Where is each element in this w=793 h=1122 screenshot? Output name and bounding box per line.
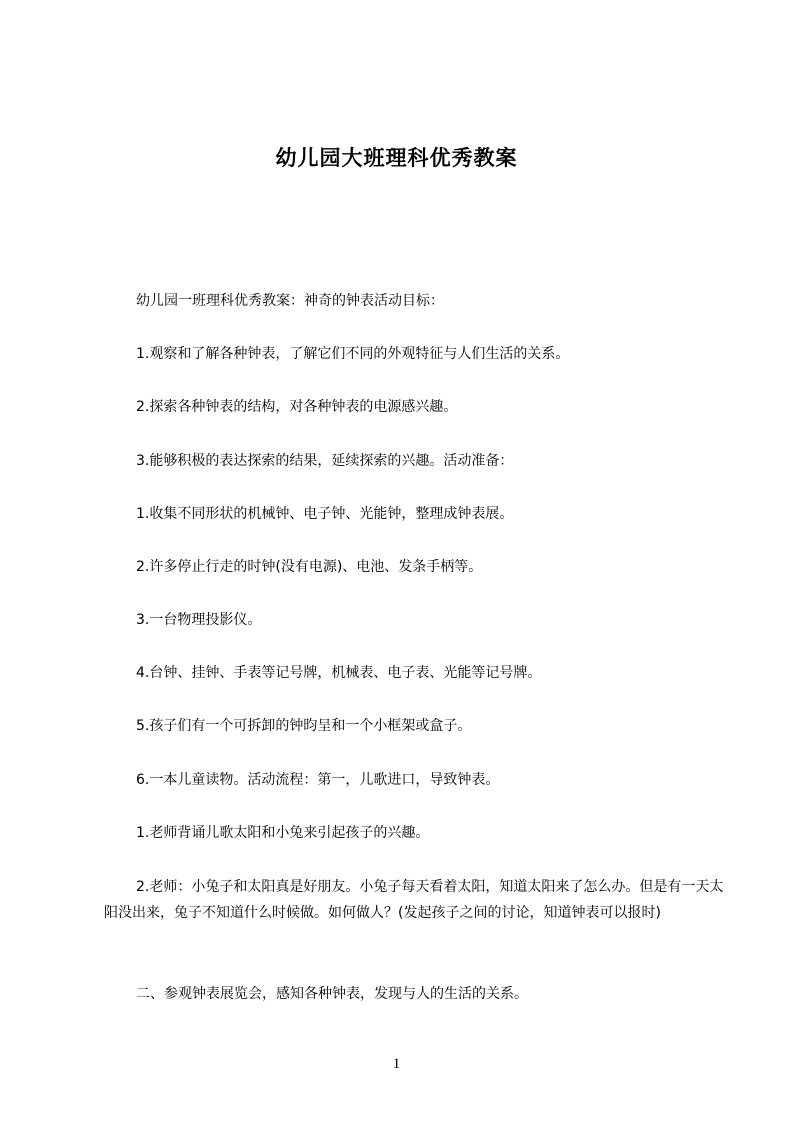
paragraph: 3.能够积极的表达探索的结果，延续探索的兴趣。活动准备： bbox=[136, 453, 514, 469]
paragraph: 1.观察和了解各种钟表，了解它们不同的外观特征与人们生活的关系。 bbox=[136, 346, 570, 362]
paragraph: 二、参观钟表展览会，感知各种钟表，发现与人的生活的关系。 bbox=[136, 986, 528, 1002]
paragraph: 5.孩子们有一个可拆卸的钟昀呈和一个小框架或盒子。 bbox=[136, 718, 472, 734]
paragraph: 6.一本儿童读物。活动流程：第一，儿歌进口，导致钟表。 bbox=[136, 772, 500, 788]
document-title: 幼儿园大班理科优秀教案 bbox=[275, 146, 518, 170]
page-number: 1 bbox=[392, 1056, 401, 1072]
paragraph: 幼儿园一班理科优秀教案：神奇的钟表活动目标： bbox=[136, 293, 444, 309]
paragraph: 1.老师背诵儿歌太阳和小兔来引起孩子的兴趣。 bbox=[136, 825, 430, 841]
paragraph: 2.探索各种钟表的结构，对各种钟表的电源感兴趣。 bbox=[136, 399, 458, 415]
paragraph: 1.收集不同形状的机械钟、电子钟、光能钟，整理成钟表展。 bbox=[136, 506, 514, 522]
paragraph: 2.老师：小兔子和太阳真是好朋友。小兔子每天看着太阳，知道太阳来了怎么办。但是有一天太阳没出来，兔子不知道什么时候做。如何做人？(发起孩子之间的讨论，知道钟表可以报时) bbox=[104, 879, 724, 921]
paragraph: 2.许多停止行走的时钟(没有电源)、电池、发条手柄等。 bbox=[136, 559, 483, 575]
paragraph: 4.台钟、挂钟、手表等记号牌，机械表、电子表、光能等记号牌。 bbox=[136, 665, 542, 681]
paragraph: 3.一台物理投影仪。 bbox=[136, 612, 262, 628]
